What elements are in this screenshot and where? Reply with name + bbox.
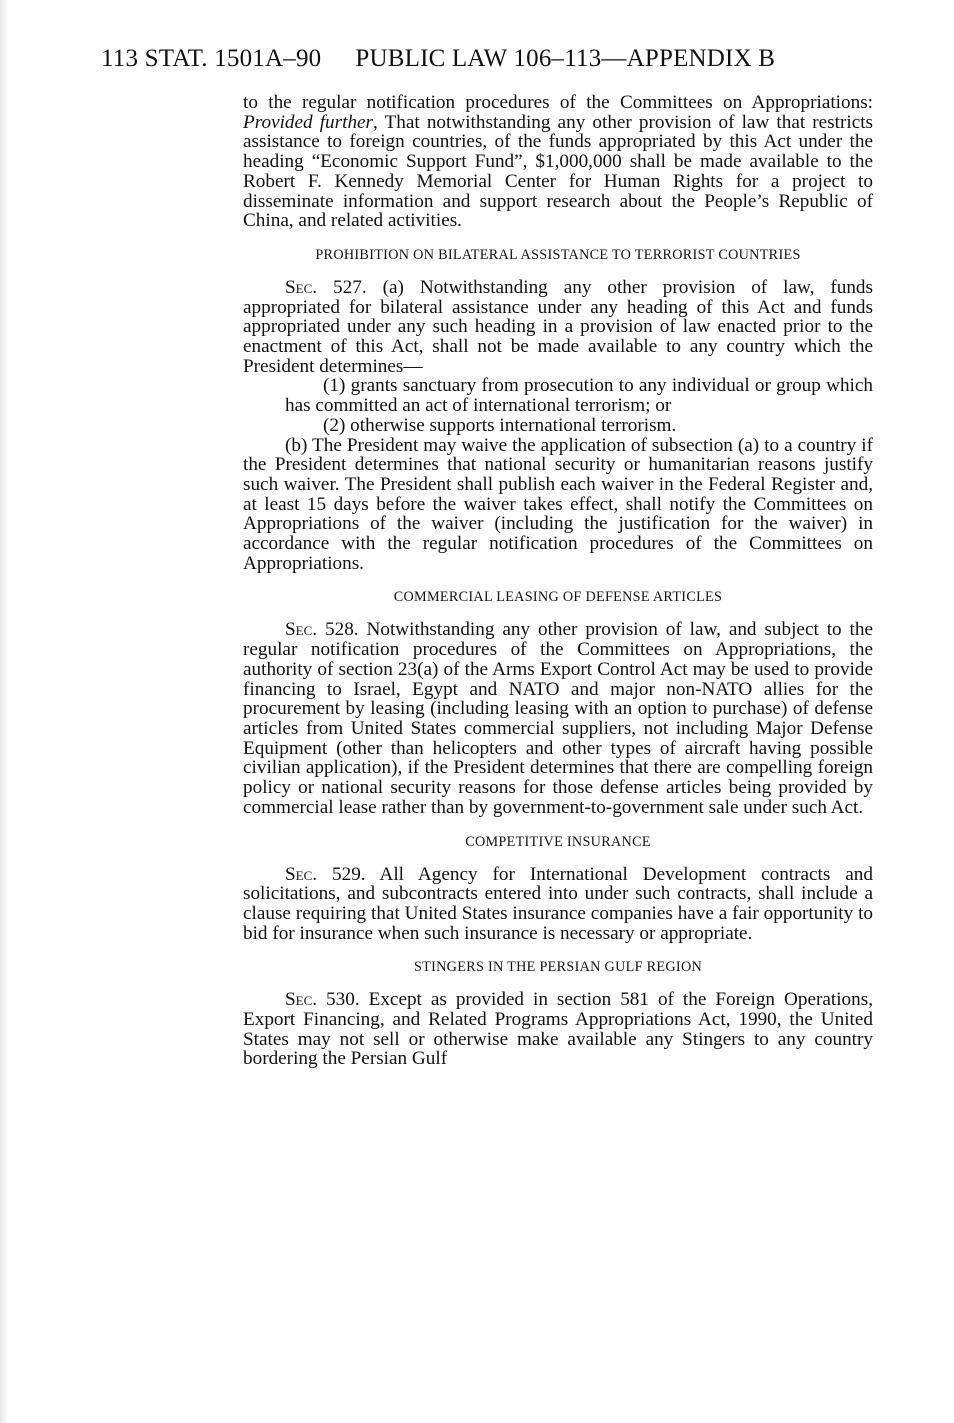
running-header <box>101 45 775 73</box>
proviso-italic: Provided further <box>243 111 374 133</box>
sec-527-item-1: (1) grants sanctuary from prosecution to any individual or group which has committed an act of international terrorism; or <box>285 375 873 417</box>
header-title: PUBLIC LAW 106–113—APPENDIX B <box>355 45 776 72</box>
sec-528-text: Sec. 528. Notwithstanding any other provision of law, and subject to the regular notification procedures of the Committees on Appropriations, the authority of section 23(a) of the Arms Export Control Act may be used to provide financing to Israel, Egypt and NATO and major non-NATO allies for the procurement by leasing (including leasing with an option to purchase) of defense articles from United States commercial suppliers, not including Major Defense Equipment (other than helicopters and other types of aircraft having possible civilian application), if the President determines that there are compelling foreign policy or national security reasons for those defense articles being provided by commercial lease rather than by government-to-government sale under such Act. <box>243 619 873 818</box>
sec-527-subsection-b: (b) The President may waive the application of subsection (a) to a country if the President determines that national security or humanitarian reasons justify such waiver. The President shall publish each waiver in the Federal Register and, at least 15 days before the waiver takes effect, shall notify the Committees on Appropriations of the waiver (including the justification for the waiver) in accordance with the regular notification procedures of the Committees on Appropriations. <box>243 434 873 574</box>
sec-527-subsection-a: Sec. 527. (a) Notwithstanding any other provision of law, funds appropriated for bilateral assistance under any heading of this Act and funds appropriated under any such heading in a provision of law enacted prior to the enactment of this Act, shall not be made available to any country which the President determines— <box>243 276 873 377</box>
section-label: Sec. 527. <box>285 276 367 298</box>
section-heading-527: PROHIBITION ON BILATERAL ASSISTANCE TO TERRORIST COUNTRIES <box>315 246 801 263</box>
page-edge-shadow <box>0 0 9 1423</box>
section-label: Sec. 528. <box>285 619 359 641</box>
sec-529-text: Sec. 529. All Agency for International Development contracts and solicitations, and subcontracts entered into under such contracts, shall include a clause requiring that United States insurance companies have a fair opportunity to bid for insurance when such insurance is necessary or appropriate. <box>243 863 873 944</box>
section-heading-530: STINGERS IN THE PERSIAN GULF REGION <box>413 959 703 976</box>
section-heading-529: COMPETITIVE INSURANCE <box>465 833 651 850</box>
section-label: Sec. 530. <box>285 989 360 1011</box>
intro-paragraph: to the regular notification procedures of the Committees on Appropriations: Provided further, That notwithstanding any other provision of law that restricts assistance to foreign countries, of the funds appropriated by this Act under the heading “Economic Support Fund”, $1,000,000 shall be made available to the Robert F. Kennedy Memorial Center for Human Rights for a project to disseminate information and support research about the People’s Republic of China, and related activities. <box>243 92 874 232</box>
section-heading-528: COMMERCIAL LEASING OF DEFENSE ARTICLES <box>393 589 723 606</box>
section-label: Sec. 529. <box>285 863 366 885</box>
sec-530-text: Sec. 530. Except as provided in section 581 of the Foreign Operations, Export Financing, and Related Programs Appropriations Act, 1990, the United States may not sell or otherwise make available any Stingers to any country bordering the Persian Gulf <box>243 989 873 1070</box>
page-body <box>243 93 873 1069</box>
page-reference: 113 STAT. 1501A–90 <box>101 45 322 72</box>
sec-527-item-2: (2) otherwise supports international terrorism. <box>323 414 677 436</box>
